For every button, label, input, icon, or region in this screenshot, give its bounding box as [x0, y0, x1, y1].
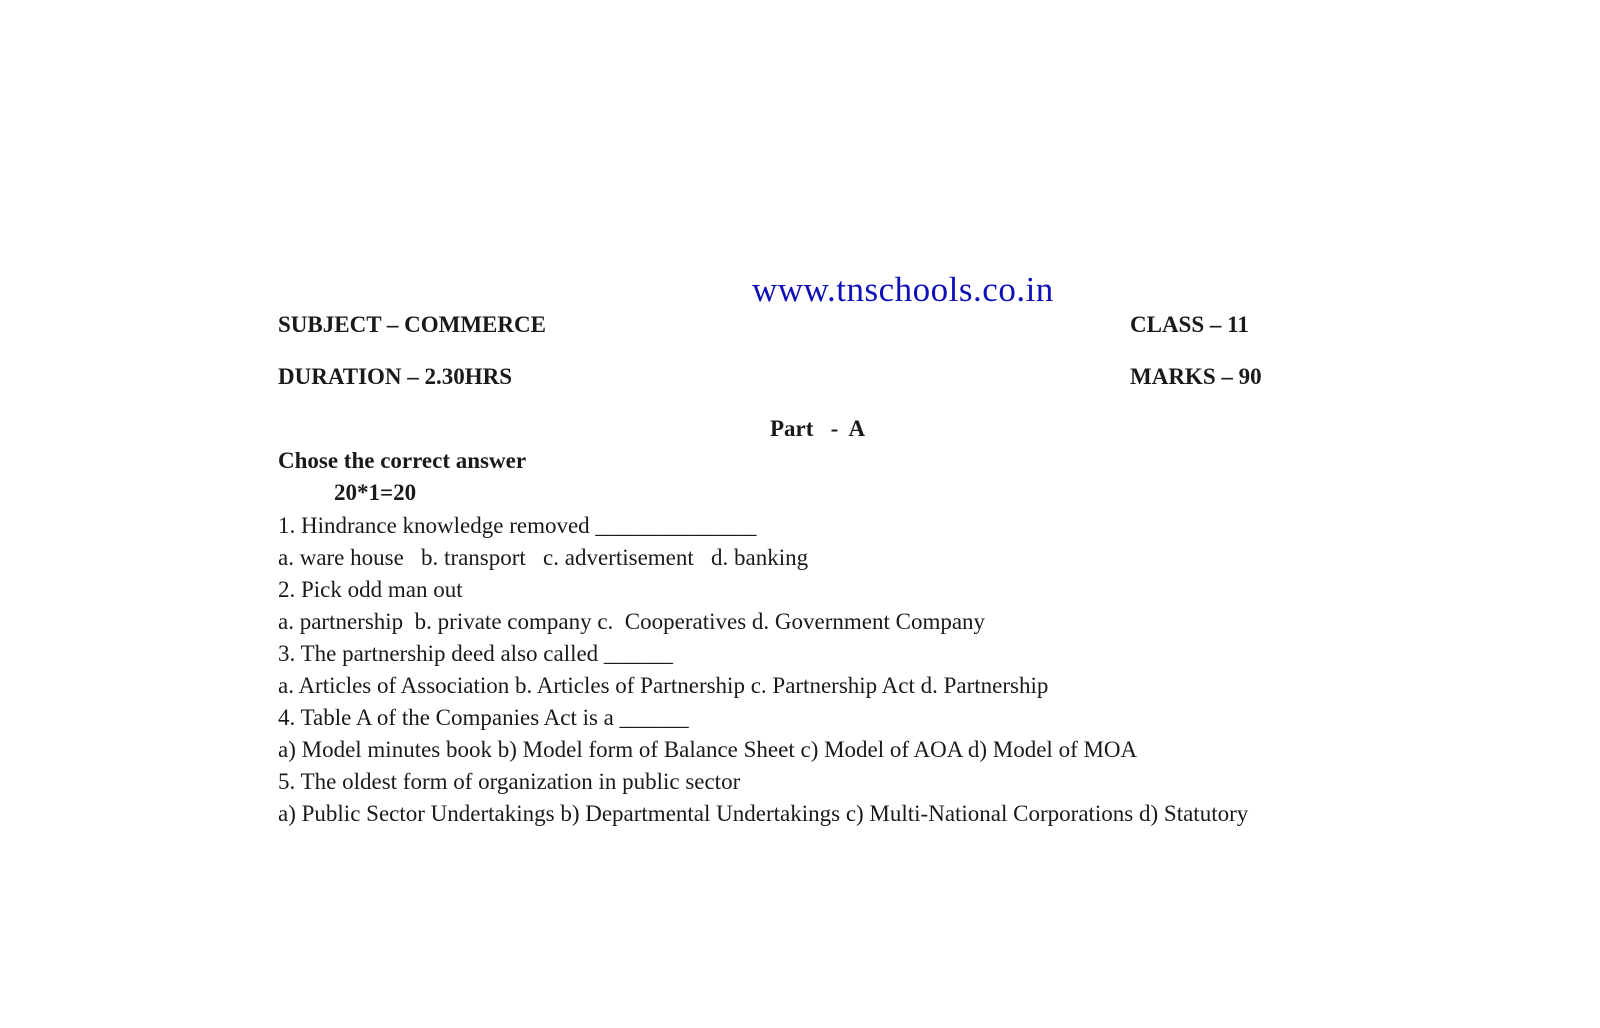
answer-options: a) Public Sector Undertakings b) Departmental Undertakings c) Multi-National Corporations d) Statutory: [278, 801, 1249, 826]
answer-options: a. ware house b. transport c. advertisement d. banking: [278, 545, 809, 570]
part-title: Part - A: [770, 416, 866, 441]
answer-options: a) Model minutes book b) Model form of Balance Sheet c) Model of AOA d) Model of MOA: [278, 737, 1138, 762]
question-text: 1. Hindrance knowledge removed ______________: [278, 513, 757, 538]
website-watermark: www.tnschools.co.in: [752, 270, 1054, 309]
marks-formula: 20*1=20: [334, 480, 417, 505]
marks-heading: MARKS – 90: [1130, 364, 1262, 389]
question-text: 4. Table A of the Companies Act is a ______: [278, 705, 689, 730]
question-text: 3. The partnership deed also called ______: [278, 641, 673, 666]
question-text: 5. The oldest form of organization in public sector: [278, 769, 741, 794]
answer-options: a. partnership b. private company c. Cooperatives d. Government Company: [278, 609, 986, 634]
instruction-text: Chose the correct answer: [278, 448, 527, 473]
question-list: [278, 510, 1338, 830]
question-text: 2. Pick odd man out: [278, 577, 463, 602]
subject-heading: SUBJECT – COMMERCE: [278, 312, 546, 337]
duration-heading: DURATION – 2.30HRS: [278, 364, 513, 389]
class-heading: CLASS – 11: [1130, 312, 1249, 337]
answer-options: a. Articles of Association b. Articles of Partnership c. Partnership Act d. Partnership: [278, 673, 1049, 698]
